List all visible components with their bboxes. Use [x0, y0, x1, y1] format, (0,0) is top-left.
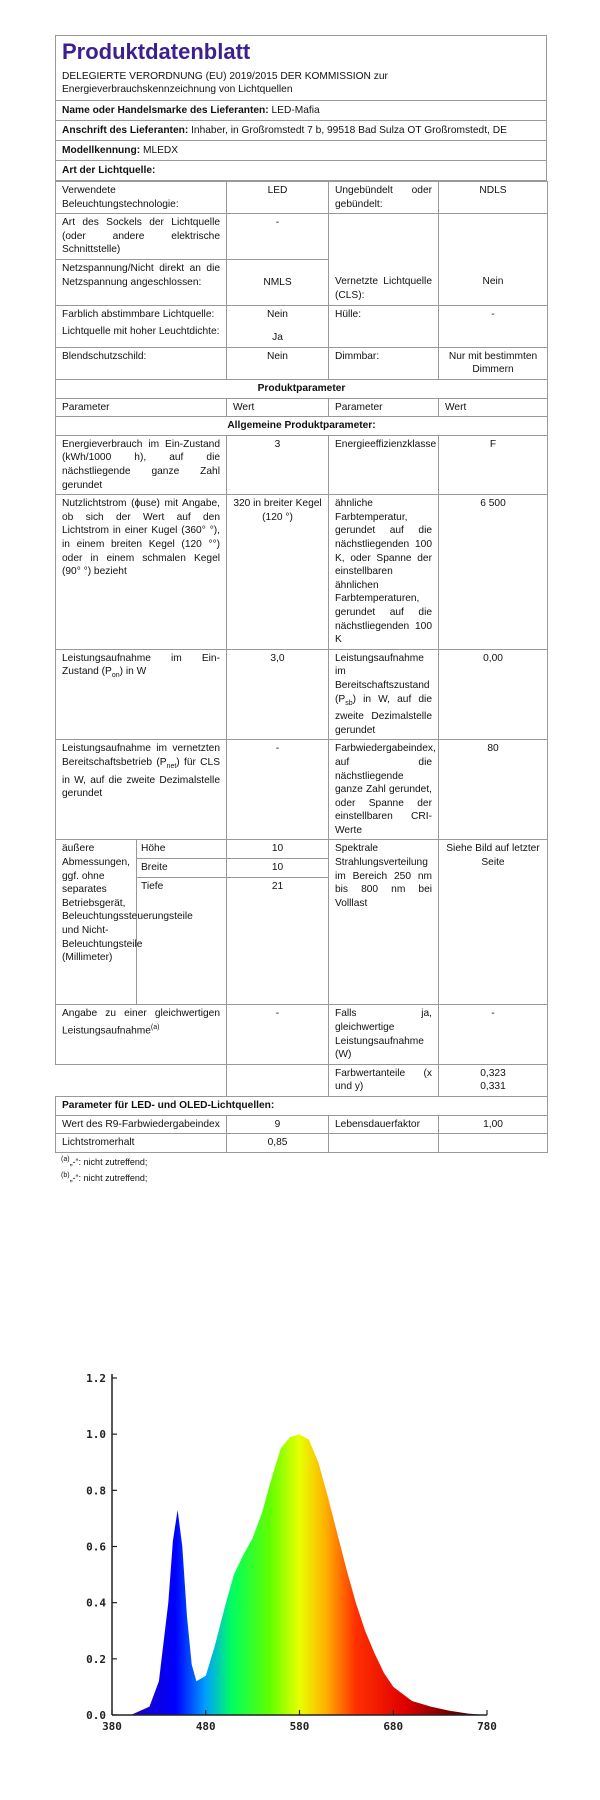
bundled-value: NDLS — [439, 182, 548, 214]
dimensions-values — [227, 840, 329, 1005]
cct-value: 6 500 — [439, 495, 548, 650]
col-param-header-2: Parameter — [329, 398, 439, 417]
dimensions-cell — [56, 840, 227, 1005]
color-tunable-label: Farblich abstimmbare Lichtquelle: — [56, 305, 227, 323]
page-title: Produktdatenblatt — [55, 35, 547, 68]
led-params-heading: Parameter für LED- und OLED-Lichtquellen: — [56, 1097, 548, 1116]
cri-label: Farbwiedergabeindex, auf die nächstliegende ganze Zahl gerundet, oder Spanne der einstellbaren CRI-Werte — [329, 740, 439, 840]
dims-label: äußere Abmessungen, ggf. ohne separates Betriebsgerät, Beleuchtungssteuerungsteile und Nicht-Beleuchtungsteile (Millimeter) — [56, 840, 137, 1004]
high-lum-label: Lichtquelle mit hoher Leuchtdichte: — [56, 323, 227, 347]
eeclass-value: F — [439, 435, 548, 494]
supplier-address-label: Anschrift des Lieferanten: — [62, 125, 189, 136]
pon-value: 3,0 — [227, 649, 329, 740]
flux-value: 320 in breiter Kegel (120 °) — [227, 495, 329, 650]
psb-label: Leistungsaufnahme im Bereitschaftszustand $(P_{sb})$ in W, auf die zweite Dezimalstelle gerundet — [329, 649, 439, 740]
equiv-label: Angabe zu einer gleichwertigen Leistungsaufnahme$^{(a)}$ — [56, 1005, 227, 1064]
y-tick-label: 0.0 — [86, 1709, 106, 1722]
cls-value: Nein — [439, 259, 548, 305]
section-type-heading — [55, 161, 547, 181]
dimmable-value: Nur mit bestimmten Dimmern — [439, 347, 548, 379]
footnote-b: $^{(b)}$„-“: nicht zutreffend; — [61, 1171, 148, 1183]
pnet-value: - — [227, 740, 329, 840]
energy-label: Energieverbrauch im Ein-Zustand (kWh/1000 h), auf die nächstliegende ganze Zahl gerundet — [56, 435, 227, 494]
pnet-label: Leistungsaufnahme im vernetzten Bereitschaftsbetrieb $(P_{net})$ für CLS in W, auf die zweite Dezimalstelle gerundet — [56, 740, 227, 840]
glare-value: Nein — [227, 347, 329, 379]
tech-value: LED — [227, 182, 329, 214]
supplier-name-value: LED-Mafia — [271, 105, 320, 116]
equiv-yes-value: - — [439, 1005, 548, 1064]
pon-label: Leistungsaufnahme im Ein-Zustand $(P_{on})$ in W — [56, 649, 227, 740]
footnote-a: $^{(a)}$„-“: nicht zutreffend; — [61, 1155, 148, 1167]
maint-label: Lichtstromerhalt — [56, 1134, 227, 1153]
y-tick-label: 1.0 — [86, 1428, 106, 1442]
eeclass-label: Energieeffizienzklasse — [329, 435, 439, 494]
equiv-value: - — [227, 1005, 329, 1064]
spectral-label: Spektrale Strahlungsverteilung im Bereich 250 nm bis 800 nm bei Volllast — [329, 840, 439, 1005]
supplier-name-label: Name oder Handelsmarke des Lieferanten: — [62, 105, 269, 116]
envelope-value: - — [439, 305, 548, 347]
maint-value: 0,85 — [227, 1134, 329, 1153]
socket-label: Art des Sockels der Lichtquelle (oder andere elektrische Schnittstelle) — [56, 214, 227, 260]
high-lum-value: Ja — [227, 323, 329, 347]
y-tick-label: 0.4 — [86, 1596, 106, 1610]
width-label: Breite — [137, 859, 226, 878]
socket-value: - — [227, 214, 329, 260]
color-tunable-value: Nein — [227, 305, 329, 323]
equiv-yes-label: Falls ja, gleichwertige Leistungsaufnahme (W) — [329, 1005, 439, 1064]
product-params-heading: Produktparameter — [56, 380, 548, 399]
x-tick-label: 480 — [195, 1720, 216, 1733]
section-type-label: Art der Lichtquelle: — [62, 165, 156, 176]
height-label: Höhe — [137, 840, 226, 859]
model-value: MLEDX — [142, 145, 179, 156]
spectral-value: Siehe Bild auf letzter Seite — [439, 840, 548, 1005]
cri-value: 80 — [439, 740, 548, 840]
mains-label: Netzspannung/Nicht direkt an die Netzspannung angeschlossen: — [56, 259, 227, 305]
width-value: 10 — [227, 859, 328, 878]
height-value: 10 — [227, 840, 328, 859]
supplier-name-row — [55, 101, 547, 121]
r9-label: Wert des R9-Farbwiedergabeindex — [56, 1115, 227, 1134]
x-tick-label: 580 — [289, 1720, 310, 1733]
regulation-intro: DELEGIERTE VERORDNUNG (EU) 2019/2015 DER KOMMISSION zur Energieverbrauchskennzeichnung von Lichtquellen — [55, 68, 547, 101]
model-row — [55, 141, 547, 161]
bundled-label: Ungebündelt oder gebündelt: — [329, 182, 439, 214]
y-tick-label: 0.2 — [86, 1652, 106, 1666]
psb-value: 0,00 — [439, 649, 548, 740]
mains-value: NMLS — [227, 259, 329, 305]
depth-value: 21 — [271, 880, 284, 892]
tech-label: Verwendete Beleuchtungstechnologie: — [56, 182, 227, 214]
chroma-value: 0,323 0,331 — [439, 1064, 548, 1096]
supplier-address-value: Inhaber, in Großromstedt 7 b, 99518 Bad Sulza OT Großromstedt, DE — [191, 125, 507, 136]
y-tick-label: 0.6 — [86, 1540, 106, 1554]
spectrum-chart — [52, 1290, 546, 1795]
y-tick-label: 1.2 — [86, 1372, 106, 1385]
col-value-header-2: Wert — [439, 398, 548, 417]
product-data-sheet — [55, 35, 547, 1185]
cls-label: Vernetzte Lichtquelle (CLS): — [329, 259, 439, 305]
chroma-label: Farbwertanteile (x und y) — [329, 1064, 439, 1096]
type-table — [55, 181, 548, 1153]
model-label: Modellkennung: — [62, 145, 141, 156]
col-value-header: Wert — [227, 398, 329, 417]
spectrum-svg — [52, 1290, 546, 1795]
glare-label: Blendschutzschild: — [56, 347, 227, 379]
survival-value: 1,00 — [439, 1115, 548, 1134]
envelope-label: Hülle: — [329, 305, 439, 347]
cct-label: ähnliche Farbtemperatur, gerundet auf die nächstliegenden 100 K, oder Spanne der einstellbaren ähnlichen Farbtemperaturen, gerundet auf die nächstliegenden 100 K — [329, 495, 439, 650]
depth-label: Tiefe — [141, 880, 164, 892]
col-param-header: Parameter — [56, 398, 227, 417]
flux-label: Nutzlichtstrom (ɸuse) mit Angabe, ob sich der Wert auf den Lichtstrom in einer Kugel (360° °), in einem breiten Kegel (120 °°) oder in einem schmalen Kegel (90° °) bezieht — [56, 495, 227, 650]
x-tick-label: 780 — [477, 1720, 497, 1733]
general-params-heading: Allgemeine Produktparameter: — [56, 417, 548, 436]
spectrum-area — [112, 1434, 487, 1715]
supplier-address-row — [55, 121, 547, 141]
dimmable-label: Dimmbar: — [329, 347, 439, 379]
y-tick-label: 0.8 — [86, 1484, 106, 1498]
energy-value: 3 — [227, 435, 329, 494]
survival-label: Lebensdauerfaktor — [329, 1115, 439, 1134]
x-tick-label: 680 — [383, 1720, 404, 1733]
r9-value: 9 — [227, 1115, 329, 1134]
x-tick-label: 380 — [102, 1720, 122, 1733]
